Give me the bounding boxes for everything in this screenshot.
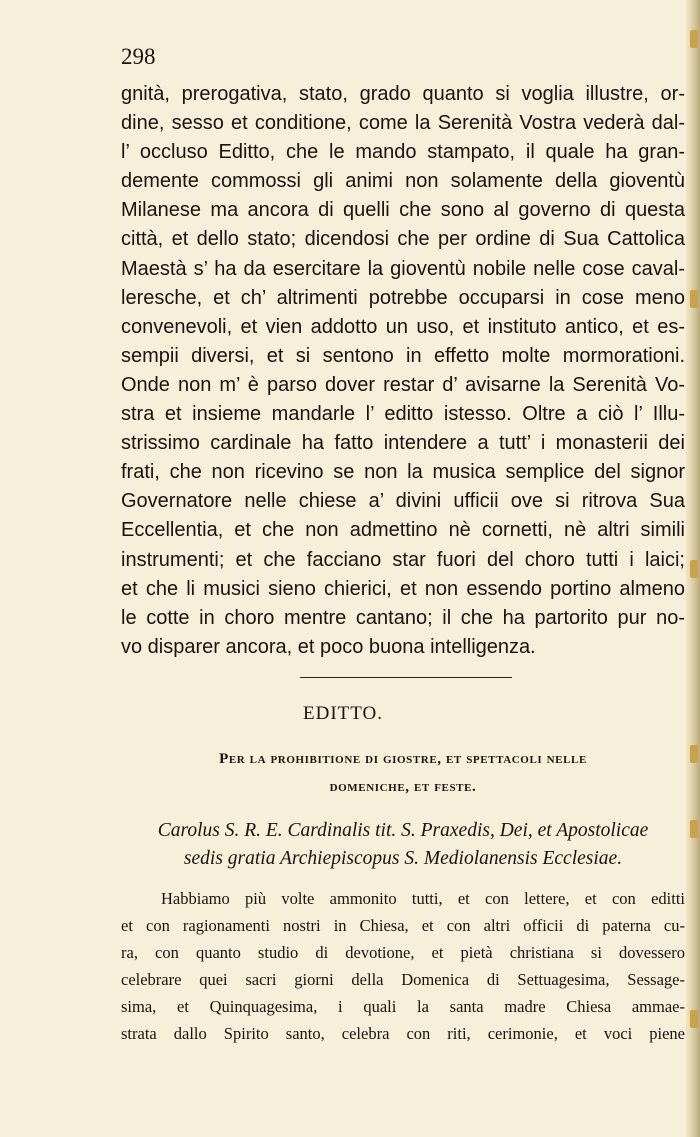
text-line: Onde non m’ è parso dover restar d’ avisarne la Serenità Vo- bbox=[121, 373, 685, 396]
text-line: strissimo cardinale ha fatto intendere a tutt’ i monasterii dei bbox=[121, 432, 685, 455]
edict-text bbox=[121, 885, 685, 1047]
page-edge-mark bbox=[690, 745, 698, 763]
text-line: et che li musici sieno chierici, et non essendo portino almeno bbox=[121, 577, 685, 600]
latin-heading: Carolus S. R. E. Cardinalis tit. S. Praxedis, Dei, et Apostolicae bbox=[157, 820, 649, 841]
page-edge-mark bbox=[690, 1010, 698, 1028]
page-edge-mark bbox=[690, 290, 698, 308]
page-edge-mark bbox=[690, 30, 698, 48]
edict-subtitle: domeniche, et feste. bbox=[329, 779, 477, 795]
latin-heading: sedis gratia Archiepiscopus S. Mediolanensis Ecclesiae. bbox=[183, 848, 623, 869]
text-line: Milanese ma ancora di quelli che sono al governo di questa bbox=[121, 199, 685, 222]
text-line: Governatore nelle chiese a’ divini ufficii ove si ritrova Sua bbox=[121, 490, 685, 513]
text-line: vo disparer ancora, et poco buona intelligenza. bbox=[121, 635, 536, 658]
section-divider bbox=[300, 677, 512, 678]
page-number: 298 bbox=[121, 44, 156, 69]
text-line: sima, et Quinquagesima, i quali la santa madre Chiesa ammae- bbox=[121, 997, 685, 1016]
text-line: ra, con quanto studio di devotione, et pietà christiana si dovessero bbox=[121, 943, 685, 962]
text-line: Eccellentia, et che non admettino nè cornetti, nè altri simili bbox=[121, 519, 685, 542]
edict-subtitle: Per la prohibitione di giostre, et spettacoli nelle bbox=[219, 751, 587, 767]
edict-title: EDITTO. bbox=[303, 703, 383, 724]
text-line: città, et dello stato; dicendosi che per ordine di Sua Cattolica bbox=[121, 228, 685, 251]
text-line: stra et insieme mandarle l’ editto istesso. Oltre a ciò l’ Illu- bbox=[121, 403, 685, 426]
text-line: sempii diversi, et si sentono in effetto molte mormorationi. bbox=[121, 344, 685, 367]
text-line: instrumenti; et che facciano star fuori del choro tutti i laici; bbox=[121, 548, 685, 571]
text-line: gnità, prerogativa, stato, grado quanto si voglia illustre, or- bbox=[121, 83, 685, 105]
text-line: frati, che non ricevino se non la musica semplice del signor bbox=[121, 461, 685, 484]
page-edge bbox=[686, 0, 700, 1137]
text-line: celebrare quei sacri giorni della Domenica di Settuagesima, Sessage- bbox=[121, 970, 685, 989]
text-line: leresche, et ch’ altrimenti potrebbe occuparsi in cose meno bbox=[121, 286, 685, 309]
text-line: demente commossi gli animi non solamente della gioventù bbox=[121, 170, 685, 193]
text-line: Maestà s’ ha da esercitare la gioventù nobile nelle cose caval- bbox=[121, 257, 685, 280]
page-edge-mark bbox=[690, 560, 698, 578]
text-line: strata dallo Spirito santo, celebra con riti, cerimonie, et voci piene bbox=[121, 1024, 685, 1043]
text-line: Habbiamo più volte ammonito tutti, et con lettere, et con editti bbox=[161, 889, 685, 908]
text-line: et con ragionamenti nostri in Chiesa, et con altri officii di paterna cu- bbox=[121, 916, 685, 935]
page-edge-mark bbox=[690, 820, 698, 838]
text-line: convenevoli, et vien addotto un uso, et instituto antico, et es- bbox=[121, 315, 685, 338]
text-line: dine, sesso et conditione, come la Serenità Vostra vederà dal- bbox=[121, 112, 685, 135]
text-line: l’ occluso Editto, che le mando stampato, il quale ha gran- bbox=[121, 141, 685, 164]
letter-text bbox=[121, 80, 685, 662]
text-line: le cotte in choro mentre cantano; il che ha partorito pur no- bbox=[121, 606, 685, 629]
